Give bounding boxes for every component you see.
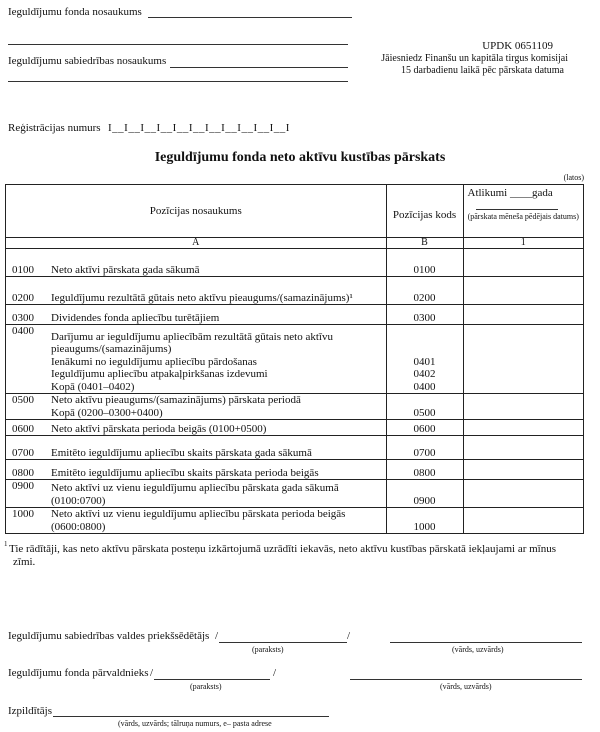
table-row bbox=[6, 305, 584, 325]
row-number: 0600 bbox=[6, 420, 48, 436]
row-number: 0300 bbox=[6, 305, 48, 325]
row-code-line: 0900 bbox=[413, 494, 436, 507]
col-letter-1: 1 bbox=[463, 238, 584, 249]
col-header-code: Pozīcijas kods bbox=[386, 185, 463, 238]
row-value-cell[interactable] bbox=[463, 394, 584, 420]
row-value-cell[interactable] bbox=[463, 508, 584, 534]
submit-to: Jāiesniedz Finanšu un kapitāla tirgus komisijai bbox=[381, 53, 568, 64]
row-code-line bbox=[391, 394, 459, 407]
row-code-line: 0600 bbox=[413, 422, 436, 435]
chair-label: Ieguldījumu sabiedrības valdes priekšsēdētājs bbox=[8, 630, 210, 642]
balance-date-hint: (pārskata mēneša pēdējais datums) bbox=[467, 211, 579, 221]
table-row bbox=[6, 460, 584, 480]
executor-hint: (vārds, uzvārds; tālruņa numurs, e– pasta adrese bbox=[118, 719, 272, 728]
row-value-cell[interactable] bbox=[463, 249, 584, 277]
row-code-line: 0700 bbox=[413, 446, 436, 459]
row-name-line: (0100:0700) bbox=[51, 494, 106, 507]
row-name-line: Neto aktīvi pārskata perioda beigās (0100+0500) bbox=[51, 422, 267, 435]
row-code bbox=[386, 325, 463, 394]
row-code bbox=[386, 394, 463, 420]
row-code bbox=[386, 480, 463, 508]
fund-name-label: Ieguldījumu fonda nosaukums bbox=[8, 6, 142, 18]
table-row bbox=[6, 394, 584, 420]
row-name bbox=[47, 420, 386, 436]
row-code-line bbox=[391, 343, 459, 356]
chair-name-hint: (vārds, uzvārds) bbox=[452, 645, 504, 654]
row-name-line: pieaugums/(samazinājums) bbox=[51, 343, 172, 355]
row-number: 0700 bbox=[6, 436, 48, 460]
row-number: 0500 bbox=[6, 394, 48, 420]
row-value-cell[interactable] bbox=[463, 480, 584, 508]
row-name-line: Ieguldījumu rezultātā gūtais neto aktīvu pieaugums/(samazinājums)¹ bbox=[51, 291, 353, 304]
row-code-line: 0200 bbox=[413, 291, 436, 304]
table-row bbox=[6, 249, 584, 277]
row-name bbox=[47, 508, 386, 534]
col-letter-a: A bbox=[6, 238, 387, 249]
row-number: 0100 bbox=[6, 249, 48, 277]
col-header-name: Pozīcijas nosaukums bbox=[6, 185, 387, 238]
row-number: 0200 bbox=[6, 277, 48, 305]
table-row bbox=[6, 508, 584, 534]
company-name-label: Ieguldījumu sabiedrības nosaukums bbox=[8, 55, 167, 67]
manager-label: Ieguldījumu fonda pārvaldnieks bbox=[8, 667, 149, 679]
row-code bbox=[386, 436, 463, 460]
table-row bbox=[6, 480, 584, 508]
row-name bbox=[47, 460, 386, 480]
row-number: 1000 bbox=[6, 508, 48, 534]
fund-name-field[interactable] bbox=[148, 17, 352, 18]
slash: / bbox=[273, 667, 277, 679]
row-value-cell[interactable] bbox=[463, 436, 584, 460]
row-code bbox=[386, 249, 463, 277]
row-name-line: Neto aktīvi uz vienu ieguldījumu apliecību pārskata gada sākumā bbox=[51, 482, 339, 494]
manager-signature-hint: (paraksts) bbox=[190, 682, 222, 691]
fund-name-field-line2[interactable] bbox=[8, 44, 348, 45]
row-code bbox=[386, 460, 463, 480]
slash: / bbox=[150, 667, 154, 679]
executor-field[interactable] bbox=[53, 716, 329, 717]
row-name-line: Ienākumi no ieguldījumu apliecību pārdošanas bbox=[51, 355, 257, 368]
manager-name-hint: (vārds, uzvārds) bbox=[440, 682, 492, 691]
row-name bbox=[47, 480, 386, 508]
row-code bbox=[386, 305, 463, 325]
row-name-line: Darījumu ar ieguldījumu apliecībām rezultātā gūtais neto aktīvu bbox=[51, 330, 333, 343]
slash: / bbox=[215, 630, 219, 642]
balance-year-label: Atlikumi ____gada bbox=[467, 187, 553, 199]
chair-signature-field[interactable] bbox=[219, 642, 347, 643]
col-header-balance bbox=[463, 185, 584, 238]
company-name-field[interactable] bbox=[170, 67, 348, 68]
row-value-cell[interactable] bbox=[463, 325, 584, 394]
row-name-line: Emitēto ieguldījumu apliecību skaits pārskata gada sākumā bbox=[51, 446, 312, 459]
row-name-line: Dividendes fonda apliecību turētājiem bbox=[51, 311, 220, 324]
row-name-line: Kopā (0401–0402) bbox=[51, 380, 135, 393]
row-code-line: 0300 bbox=[413, 311, 436, 324]
row-code-line: 0100 bbox=[413, 263, 436, 276]
row-value-cell[interactable] bbox=[463, 460, 584, 480]
table-row bbox=[6, 436, 584, 460]
row-code-line: 1000 bbox=[413, 520, 436, 533]
row-code-line bbox=[391, 508, 459, 521]
row-name-line: Kopā (0200–0300+0400) bbox=[51, 406, 163, 419]
executor-label: Izpildītājs bbox=[8, 705, 52, 717]
row-name-line: Neto aktīvi pārskata gada sākumā bbox=[51, 263, 200, 276]
row-name bbox=[47, 394, 386, 420]
row-code-line: 0500 bbox=[413, 406, 436, 419]
footnote-text: Tie rādītāji, kas neto aktīvu pārskata posteņu izkārtojumā uzrādīti iekavās, neto aktīvu kustības pārskatā iekļaujami ar mīnus bbox=[9, 543, 557, 555]
report-title: Ieguldījumu fonda neto aktīvu kustības pārskats bbox=[154, 150, 446, 165]
row-value-cell[interactable] bbox=[463, 305, 584, 325]
row-code bbox=[386, 420, 463, 436]
table-row bbox=[6, 277, 584, 305]
row-number: 0800 bbox=[6, 460, 48, 480]
row-name-line: Neto aktīvu pieaugums/(samazinājums) pārskata periodā bbox=[51, 394, 301, 406]
row-number: 0400 bbox=[6, 325, 48, 394]
registration-label: Reģistrācijas numurs bbox=[8, 122, 101, 134]
footnote-mark: 1 bbox=[4, 540, 8, 548]
registration-number-boxes[interactable]: I__I__I__I__I__I__I__I__I__I__I__I bbox=[108, 122, 290, 134]
footnote-text-cont: zīmi. bbox=[13, 556, 36, 568]
chair-name-field[interactable] bbox=[390, 642, 582, 643]
row-name-line: (0600:0800) bbox=[51, 520, 106, 533]
slash: / bbox=[347, 630, 351, 642]
row-code-line: 0400 bbox=[413, 380, 436, 393]
form-code: UPDK 0651109 bbox=[482, 40, 553, 52]
col-letter-b: B bbox=[386, 238, 463, 249]
row-value-cell[interactable] bbox=[463, 420, 584, 436]
manager-name-field[interactable] bbox=[350, 679, 582, 680]
row-name bbox=[47, 277, 386, 305]
currency-note: (latos) bbox=[563, 173, 584, 182]
row-code bbox=[386, 508, 463, 534]
row-code-line: 0800 bbox=[413, 466, 436, 479]
chair-signature-hint: (paraksts) bbox=[252, 645, 284, 654]
row-code bbox=[386, 277, 463, 305]
row-code-line bbox=[391, 482, 459, 495]
row-code-line: 0401 bbox=[413, 355, 436, 368]
row-code-line bbox=[391, 331, 459, 344]
company-name-field-line2[interactable] bbox=[8, 81, 348, 82]
row-code-line: 0402 bbox=[413, 368, 436, 380]
row-name bbox=[47, 249, 386, 277]
row-name-line: Neto aktīvi uz vienu ieguldījumu apliecību pārskata perioda beigās bbox=[51, 508, 346, 520]
report-table bbox=[5, 184, 584, 534]
row-value-cell[interactable] bbox=[463, 277, 584, 305]
row-name-line: Emitēto ieguldījumu apliecību skaits pārskata perioda beigās bbox=[51, 466, 319, 479]
row-name bbox=[47, 305, 386, 325]
table-row bbox=[6, 325, 584, 394]
row-name-line: Ieguldījumu apliecību atpakaļpirkšanas izdevumi bbox=[51, 368, 268, 380]
row-number: 0900 bbox=[6, 480, 48, 508]
deadline: 15 darbadienu laikā pēc pārskata datuma bbox=[401, 65, 564, 76]
table-row bbox=[6, 420, 584, 436]
row-name bbox=[47, 325, 386, 394]
manager-signature-field[interactable] bbox=[154, 679, 270, 680]
row-name bbox=[47, 436, 386, 460]
